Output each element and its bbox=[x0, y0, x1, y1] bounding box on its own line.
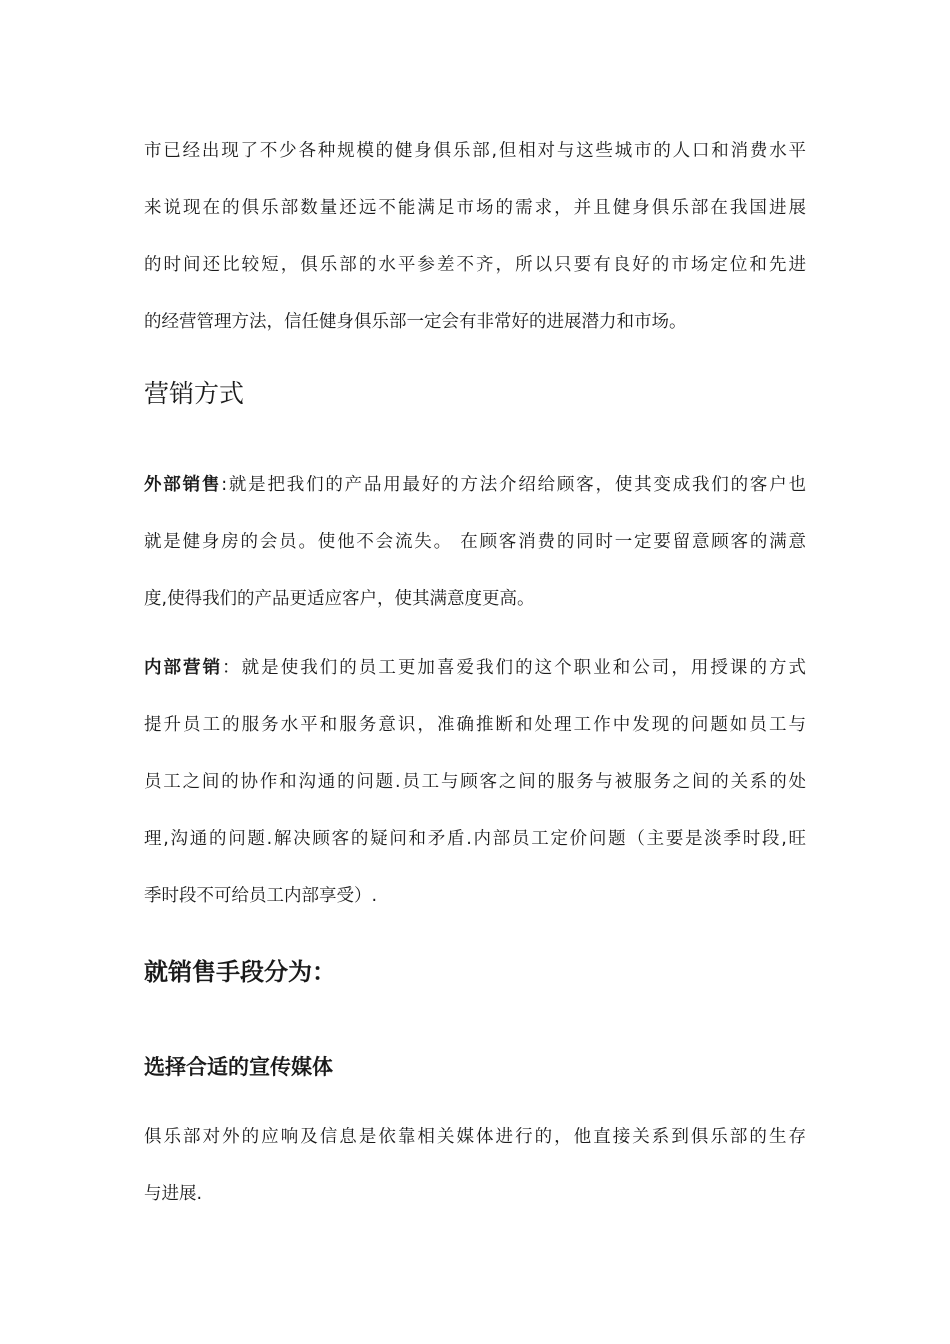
internal-marketing-line-4: 理,沟通的问题.解决顾客的疑问和矛盾.内部员工定价问题（主要是淡季时段,旺 bbox=[144, 829, 806, 849]
marketing-heading: 营销方式 bbox=[144, 379, 245, 408]
external-sales-line-1 bbox=[144, 473, 806, 497]
media-line-2: 与进展. bbox=[144, 1184, 203, 1204]
internal-marketing-line-2: 提升员工的服务水平和服务意识，准确推断和处理工作中发现的问题如员工与 bbox=[144, 715, 806, 735]
internal-marketing-text: ：就是使我们的员工更加喜爱我们的这个职业和公司，用授课的方式 bbox=[222, 658, 807, 678]
media-line-1: 俱乐部对外的应响及信息是依靠相关媒体进行的，他直接关系到俱乐部的生存 bbox=[144, 1127, 806, 1147]
internal-marketing-term: 内部营销 bbox=[144, 658, 223, 678]
sales-means-heading: 就销售手段分为： bbox=[144, 958, 336, 986]
intro-line-4: 的经营管理方法，信任健身俱乐部一定会有非常好的进展潜力和市场。 bbox=[144, 312, 687, 332]
internal-marketing-line-5: 季时段不可给员工内部享受）. bbox=[144, 886, 378, 906]
external-sales-line-3: 度,使得我们的产品更适应客户，使其满意度更高。 bbox=[144, 589, 535, 609]
intro-line-3: 的时间还比较短，俱乐部的水平参差不齐，所以只要有良好的市场定位和先进 bbox=[144, 255, 806, 275]
external-sales-term: 外部销售 bbox=[144, 475, 222, 495]
external-sales-line-2: 就是健身房的会员。使他不会流失。 在顾客消费的同时一定要留意顾客的满意 bbox=[144, 532, 806, 552]
internal-marketing-line-3: 员工之间的协作和沟通的问题.员工与顾客之间的服务与被服务之间的关系的处 bbox=[144, 772, 806, 792]
intro-line-2: 来说现在的俱乐部数量还远不能满足市场的需求，并且健身俱乐部在我国进展 bbox=[144, 198, 806, 218]
intro-line-1: 市已经出现了不少各种规模的健身俱乐部,但相对与这些城市的人口和消费水平 bbox=[144, 141, 806, 161]
internal-marketing-line-1 bbox=[144, 656, 806, 680]
media-heading: 选择合适的宣传媒体 bbox=[144, 1055, 333, 1079]
external-sales-text: :就是把我们的产品用最好的方法介绍给顾客，使其变成我们的客户也 bbox=[221, 475, 806, 495]
